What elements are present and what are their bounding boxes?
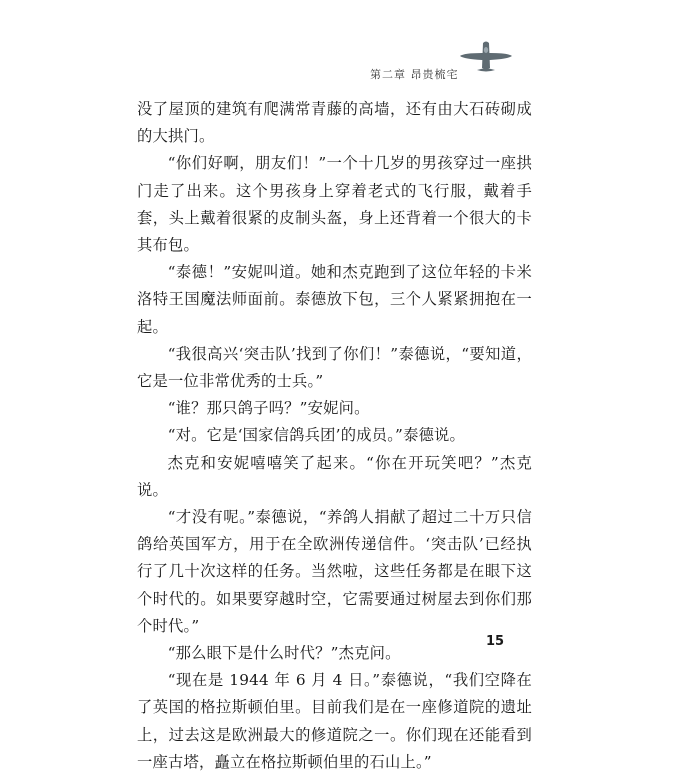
paragraph: “你们好啊，朋友们！”一个十几岁的男孩穿过一座拱门走了出来。这个男孩身上穿着老式的飞行服，戴着手套，头上戴着很紧的皮制头盔，身上还背着一个很大的卡其布包。 [137,154,532,255]
paragraph: “那么眼下是什么时代？”杰克问。 [167,644,401,663]
chapter-title: 第二章 昂贵梳宅 [370,68,459,81]
paragraph: 没了屋顶的建筑有爬满常青藤的高墙，还有由大石砖砌成的大拱门。 [137,100,532,146]
paragraph: “我很高兴‘突击队’找到了你们！”泰德说，“要知道，它是一位非常优秀的士兵。” [137,344,532,391]
airplane-icon [458,40,514,80]
paragraph: “现在是 1944 年 6 月 4 日。”泰德说，“我们空降在了英国的格拉斯顿伯里。目前我们是在一座修道院的遗址上，过去这是欧洲最大的修道院之一。你们现在还能看到一座古塔，矗立在格拉斯顿伯里的石山上。” [137,671,532,771]
paragraph: “泰德！”安妮叫道。她和杰克跑到了这位年轻的卡米洛特王国魔法师面前。泰德放下包，三个人紧紧拥抱在一起。 [137,263,532,336]
paragraph: “谁？那只鸽子吗？”安妮问。 [167,399,370,418]
running-header [340,40,520,80]
paragraph: 杰克和安妮嘻嘻笑了起来。“你在开玩笑吧？”杰克说。 [137,453,532,499]
paragraph: “对。它是‘国家信鸽兵团’的成员。”泰德说。 [167,426,466,445]
body-text [137,96,532,776]
page-number: 15 [486,634,505,649]
paragraph: “才没有呢。”泰德说，“养鸽人捐献了超过二十万只信鸽给英国军方，用于在全欧洲传递信件。‘突击队’已经执行了几十次这样的任务。当然啦，这些任务都是在眼下这个时代的。如果要穿越时空，它需要通过树屋去到你们那个时代。” [137,508,532,635]
